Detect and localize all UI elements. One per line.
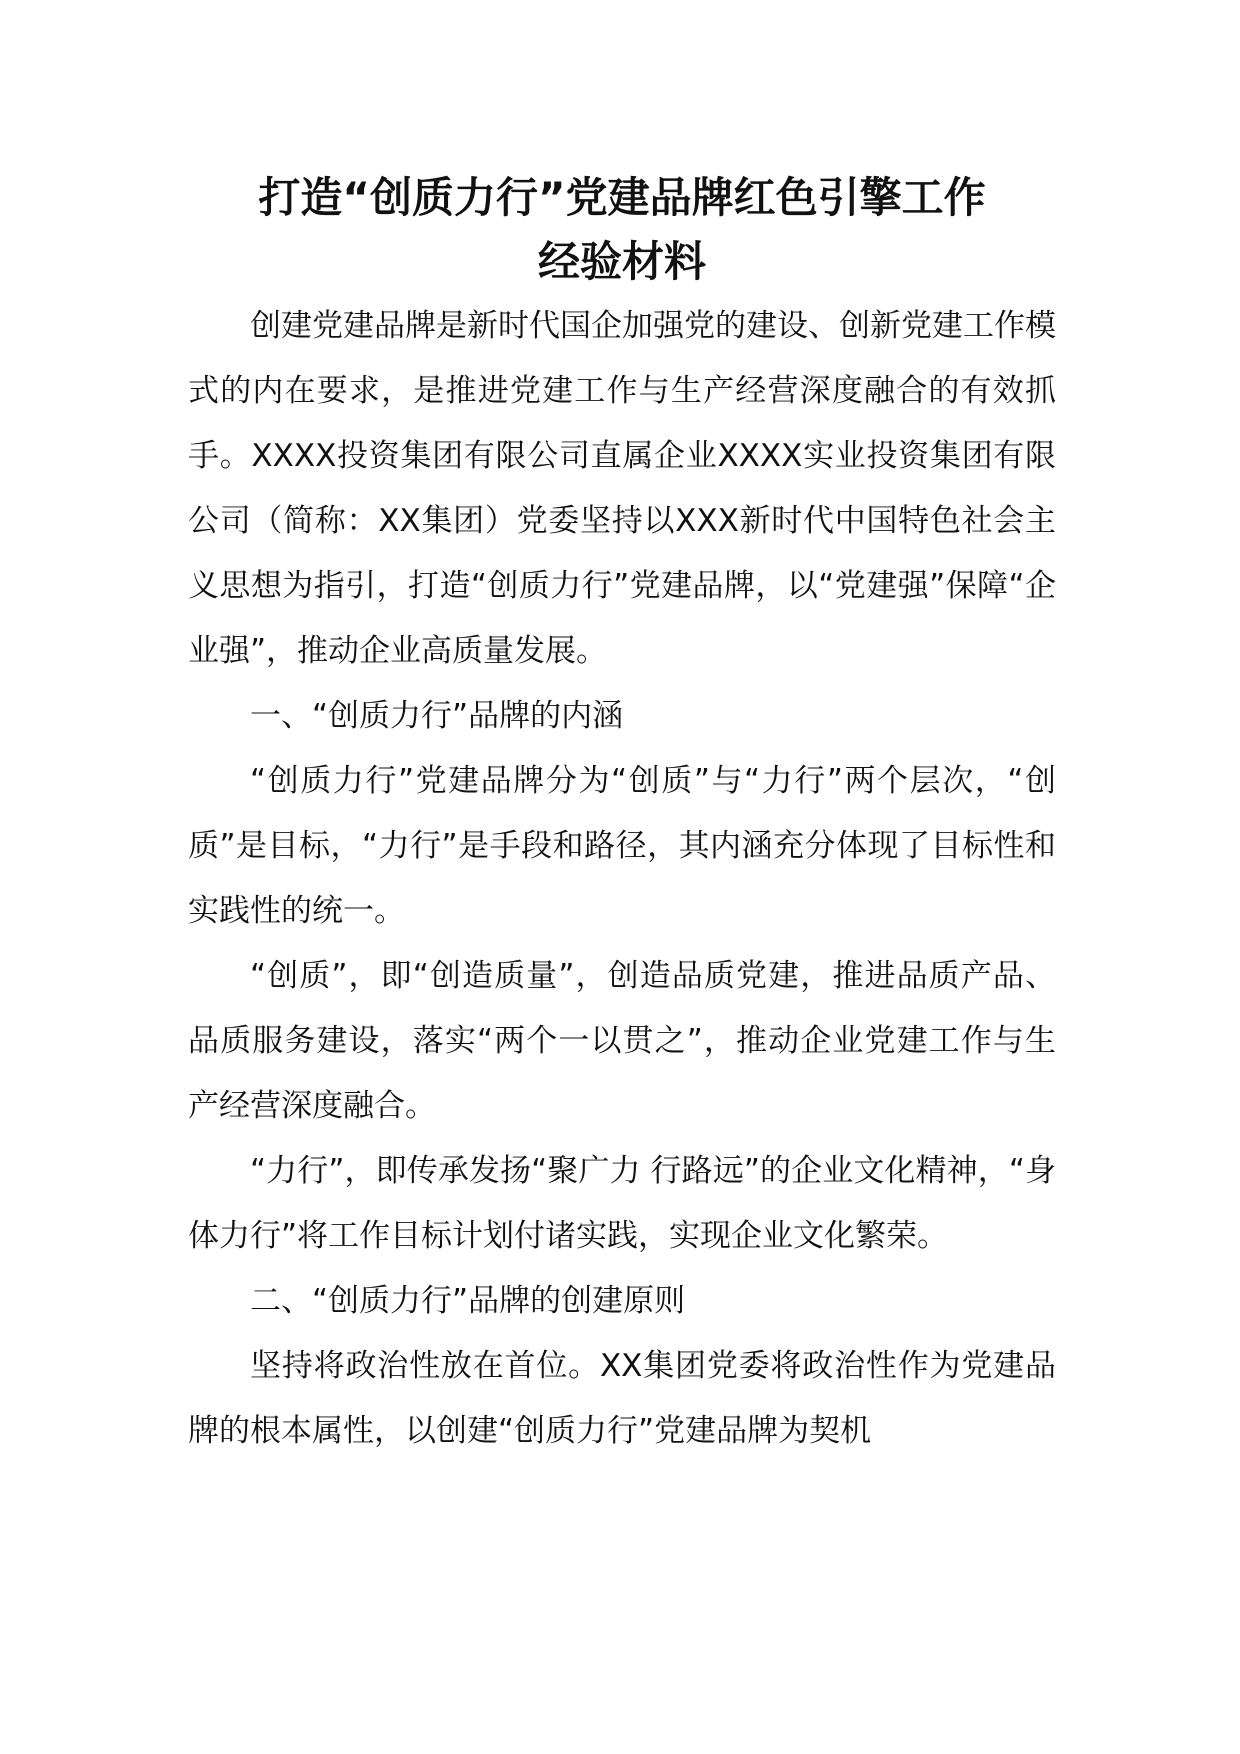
title-line-1: 打造“创质力行”党建品牌红色引擎工作 bbox=[258, 173, 986, 222]
document-body bbox=[188, 166, 1056, 1464]
title-line-2: 经验材料 bbox=[537, 237, 706, 286]
document-title bbox=[188, 166, 1056, 294]
body-paragraph: “力行”，即传承发扬“聚广力 行路远”的企业文化精神，“身体力行”将工作目标计划付诸实践，实现企业文化繁荣。 bbox=[188, 1153, 1056, 1254]
section-heading-1: 一、“创质力行”品牌的内涵 bbox=[250, 698, 624, 734]
body-paragraph: 坚持将政治性放在首位。XX集团党委将政治性作为党建品牌的根本属性，以创建“创质力行”党建品牌为契机 bbox=[188, 1348, 1056, 1449]
body-paragraph: “创质”，即“创造质量”，创造品质党建，推进品质产品、品质服务建设，落实“两个一以贯之”，推动企业党建工作与生产经营深度融合。 bbox=[188, 958, 1056, 1124]
section-heading-2: 二、“创质力行”品牌的创建原则 bbox=[250, 1283, 686, 1319]
body-paragraph: “创质力行”党建品牌分为“创质”与“力行”两个层次，“创质”是目标，“力行”是手段和路径，其内涵充分体现了目标性和实践性的统一。 bbox=[188, 763, 1056, 929]
intro-paragraph: 创建党建品牌是新时代国企加强党的建设、创新党建工作模式的内在要求，是推进党建工作与生产经营深度融合的有效抓手。XXXX投资集团有限公司直属企业XXXX实业投资集团有限公司（简称：XX集团）党委坚持以XXX新时代中国特色社会主义思想为指引，打造“创质力行”党建品牌，以“党建强”保障“企业强”，推动企业高质量发展。 bbox=[188, 308, 1056, 669]
